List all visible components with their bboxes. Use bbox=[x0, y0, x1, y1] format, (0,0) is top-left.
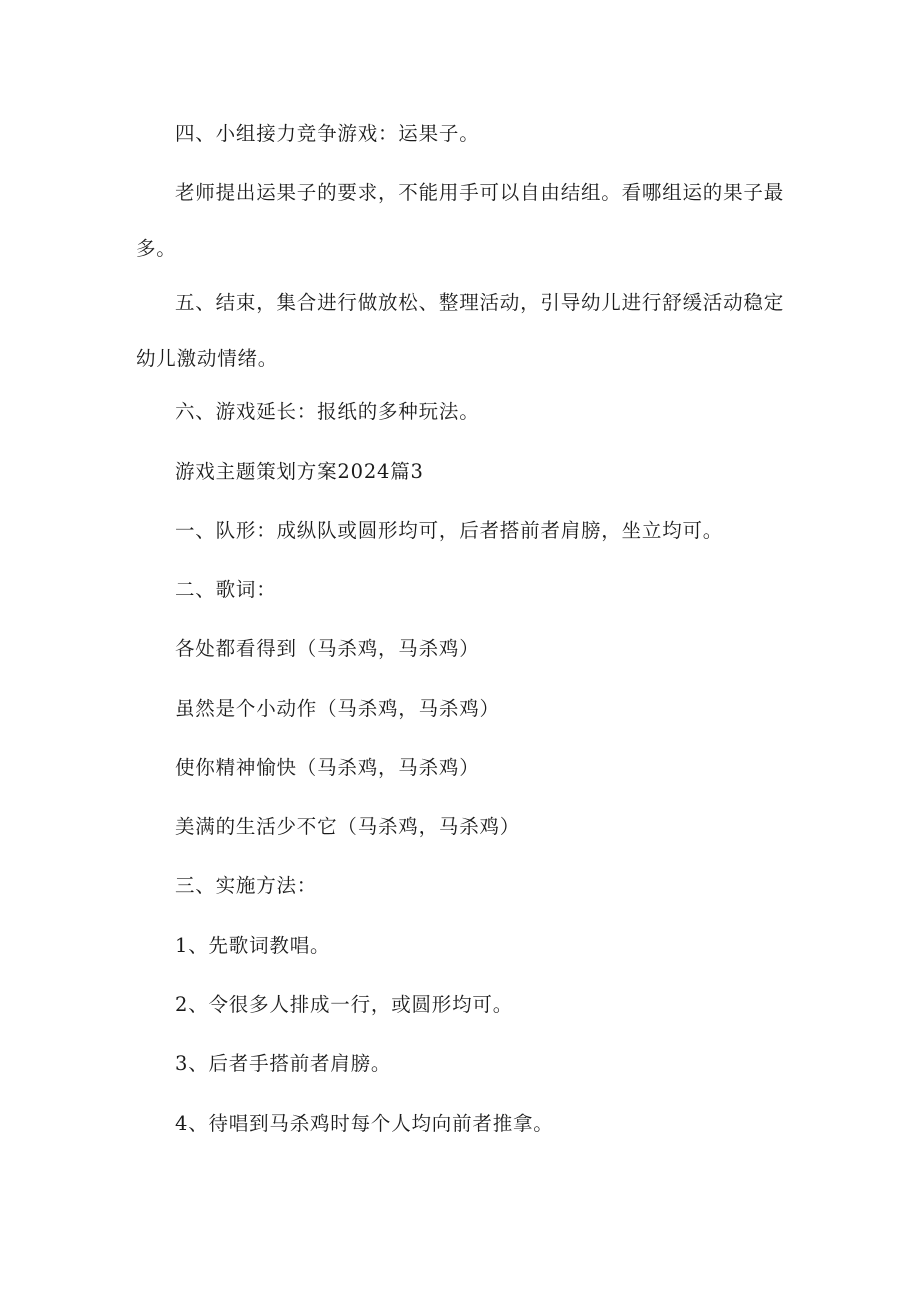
method-step-3: 3、后者手搭前者肩膀。 bbox=[175, 1052, 392, 1075]
lyric-line-4: 美满的生活少不它（马杀鸡，马杀鸡） bbox=[175, 815, 521, 838]
section-heading-plan-3: 游戏主题策划方案2024篇3 bbox=[175, 460, 424, 483]
method-step-2: 2、令很多人排成一行，或圆形均可。 bbox=[175, 993, 514, 1016]
method-step-1: 1、先歌词教唱。 bbox=[175, 934, 331, 957]
lyric-line-1: 各处都看得到（马杀鸡，马杀鸡） bbox=[175, 637, 480, 660]
paragraph-formation: 一、队形：成纵队或圆形均可，后者搭前者肩膀，坐立均可。 bbox=[175, 519, 724, 542]
paragraph-teacher-rules: 老师提出运果子的要求，不能用手可以自由结组。看哪组运的果子最多。 bbox=[136, 181, 785, 260]
paragraph-method-heading: 三、实施方法： bbox=[175, 874, 318, 897]
method-step-4: 4、待唱到马杀鸡时每个人均向前者推拿。 bbox=[175, 1112, 554, 1135]
paragraph-lyrics-heading: 二、歌词： bbox=[175, 578, 277, 601]
paragraph-section-six-extension: 六、游戏延长：报纸的多种玩法。 bbox=[175, 400, 480, 423]
paragraph-section-five-ending: 五、结束，集合进行做放松、整理活动，引导幼儿进行舒缓活动稳定幼儿激动情绪。 bbox=[136, 291, 785, 370]
lyric-line-3: 使你精神愉快（马杀鸡，马杀鸡） bbox=[175, 756, 480, 779]
paragraph-section-four-relay-game: 四、小组接力竞争游戏：运果子。 bbox=[175, 122, 480, 145]
lyric-line-2: 虽然是个小动作（马杀鸡，马杀鸡） bbox=[175, 697, 500, 720]
